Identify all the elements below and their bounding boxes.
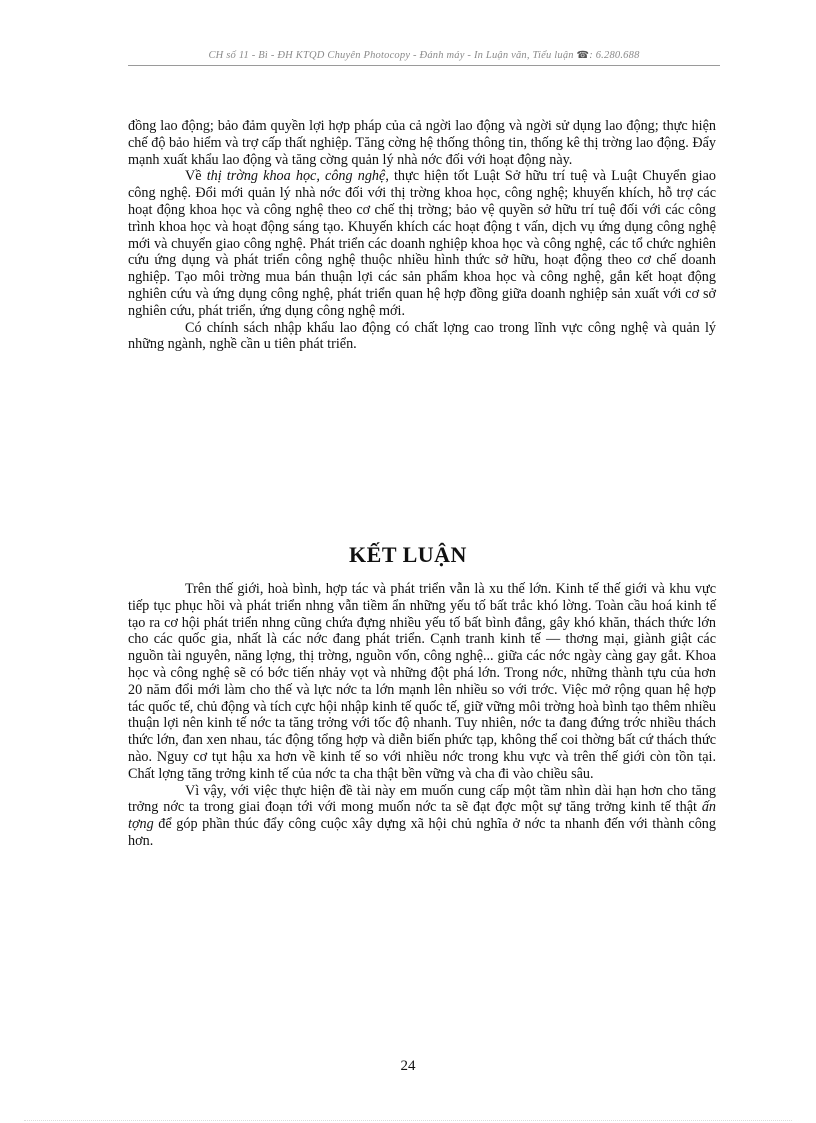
page-header (128, 50, 720, 61)
paragraph-labor-market: đồng lao động; bảo đảm quyền lợi hợp pháp của cả ngời lao động và ngời sử dụng lao động; thực hiện chế độ bảo hiểm và trợ cấp thất nghiệp. Tăng cờng hệ thống thông tin, thống kê thị trờng lao động. Đẩy mạnh xuất khẩu lao động và tăng cờng quản lý nhà nớc đối với hoạt động này. (128, 118, 716, 168)
paragraph-closing (128, 783, 716, 850)
conclusion-body (128, 581, 716, 850)
page-number: 24 (400, 1058, 416, 1074)
paragraph-prefix: Về (185, 168, 207, 185)
paragraph-prefix: Vì vậy, với việc thực hiện đề tài này em muốn cung cấp một tầm nhìn dài hạn hơn cho tăng trởng nớc ta trong giai đoạn tới với mong muốn nớc ta sẽ đạt đợc một sự tăng trởng kinh tế thật (128, 782, 716, 816)
paragraph-import-labor: Có chính sách nhập khẩu lao động có chất lợng cao trong lĩnh vực công nghệ và quản lý những ngành, nghề cần u tiên phát triển. (128, 319, 716, 353)
section-body (128, 118, 716, 353)
header-rule (128, 65, 720, 66)
paragraph-science-market (128, 168, 716, 319)
paragraph-world-context: Trên thế giới, hoà bình, hợp tác và phát triển vẫn là xu thế lớn. Kinh tế thế giới và khu vực tiếp tục phục hồi và phát triển nhng vẫn tiềm ẩn những yếu tố bất trắc khó lờng. Toàn cầu hoá kinh tế tạo ra cơ hội phát triển nhng cũng chứa đựng nhiều yếu tố bất bình đẳng, gây khó khăn, thách thức lớn cho các quốc gia, nhất là các nớc đang phát triển. Cạnh tranh kinh tế — thơng mại, giành giật các nguồn tài nguyên, năng lợng, thị trờng, nguồn vốn, công nghệ... giữa các nớc ngày càng gay gắt. Khoa học và công nghệ sẽ có bớc tiến nhảy vọt và những đột phá lớn. Trong nớc, những thành tựu của hơn 20 năm đổi mới làm cho thế và lực nớc ta lớn mạnh lên nhiều so với trớc. Việc mở rộng quan hệ hợp tác quốc tế, chủ động và tích cực hội nhập kinh tế quốc tế, giữ vững môi trờng hoà bình tạo thêm nhiều thuận lợi nên kinh tế nớc ta tăng trởng với tốc độ nhanh. Tuy nhiên, nớc ta đang đứng trớc nhiều thách thức lớn, đan xen nhau, tác động tổng hợp và diễn biến phức tạp, không thể coi thờng bất cứ thách thức nào. Nguy cơ tụt hậu xa hơn về kinh tế so với nhiều nớc trong khu vực và trên thế giới còn tồn tại. Chất lợng tăng trởng kinh tế của nớc ta cha thật bền vững và cha đi vào chiều sâu. (128, 581, 716, 782)
bottom-divider (24, 1120, 792, 1121)
italic-phrase: ấn tợng (128, 799, 716, 833)
paragraph-rest: để góp phần thúc đẩy công cuộc xây dựng xã hội chủ nghĩa ở nớc ta nhanh đến với thành công hơn. (128, 816, 716, 849)
header-phone: : 6.280.688 (589, 50, 640, 61)
phone-icon: ☎ (576, 50, 590, 61)
paragraph-rest: , thực hiện tốt Luật Sở hữu trí tuệ và Luật Chuyển giao công nghệ. Đổi mới quản lý nhà nớc đối với thị trờng khoa học, công nghệ; khuyến khích, hỗ trợ các hoạt động khoa học và công nghệ theo cơ chế thị trờng; bảo vệ quyền sở hữu trí tuệ đối với các công trình khoa học và hoạt động sáng tạo. Khuyến khích các hoạt động t vấn, dịch vụ ứng dụng công nghệ mới và chuyển giao công nghệ. Phát triển các doanh nghiệp khoa học và công nghệ, các tổ chức nghiên cứu ứng dụng và phát triển công nghệ thuộc nhiều hình thức sở hữu, hoạt động theo cơ chế doanh nghiệp. Tạo môi trờng mua bán thuận lợi các sản phẩm khoa học và công nghệ, gắn kết hoạt động nghiên cứu và ứng dụng công nghệ, phát triển quan hệ hợp đồng giữa doanh nghiệp sản xuất với cơ sở nghiên cứu, phát triển, ứng dụng công nghệ mới. (128, 168, 717, 319)
header-text: CH số 11 - Bì - ĐH KTQD Chuyên Photocopy - Đánh máy - In Luận văn, Tiểu luận (208, 50, 574, 61)
conclusion-title: KẾT LUẬN (349, 542, 467, 567)
italic-phrase: thị trờng khoa học, công nghệ (206, 168, 386, 185)
